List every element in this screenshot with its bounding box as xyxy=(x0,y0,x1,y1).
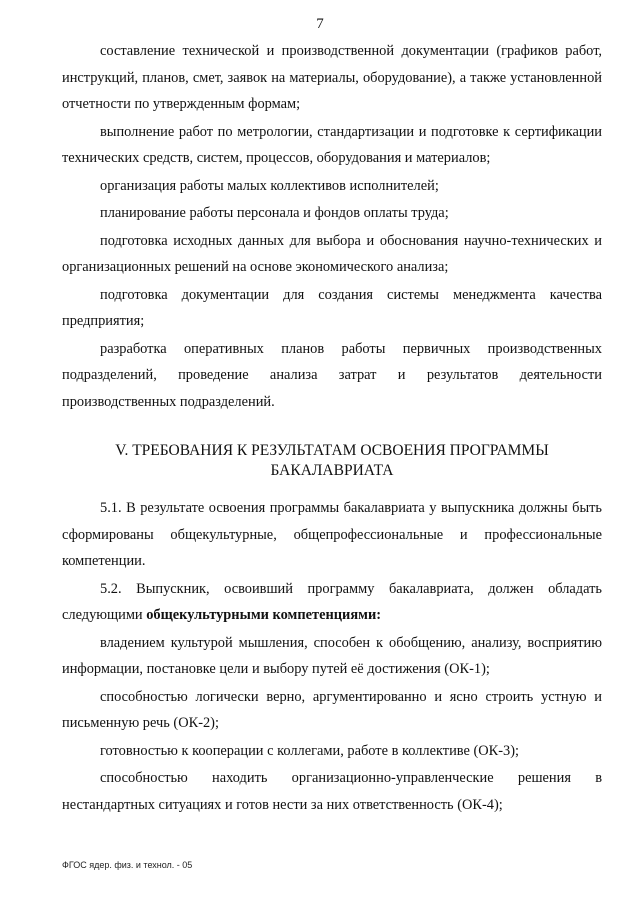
page-number: 7 xyxy=(316,16,324,32)
clause-5-1: 5.1. В результате освоения программы бакалавриата у выпускника должны быть сформированы общекультурные, общепрофессиональные и профессиональные компетенции. xyxy=(62,500,602,569)
clause-5-2-bold: общекультурными компетенциями: xyxy=(146,607,382,623)
clause-5-2-text: 5.2. Выпускник, освоивший программу бакалавриата, должен обладать следующими xyxy=(62,580,602,623)
competency-item: владением культурой мышления, способен к обобщению, анализу, восприятию информации, постановке цели и выбору путей её достижения (ОК-1); xyxy=(62,634,602,677)
footer-note: ФГОС ядер. физ. и технол. - 05 xyxy=(62,860,193,870)
section-heading-line: V. ТРЕБОВАНИЯ К РЕЗУЛЬТАТАМ ОСВОЕНИЯ ПРОГРАММЫ xyxy=(115,442,549,459)
paragraph: подготовка документации для создания системы менеджмента качества предприятия; xyxy=(62,286,602,329)
paragraph: выполнение работ по метрологии, стандартизации и подготовке к сертификации технических средств, систем, процессов, оборудования и материалов; xyxy=(62,123,602,166)
section-heading-line: БАКАЛАВРИАТА xyxy=(270,462,394,479)
competency-item: готовностью к кооперации с коллегами, работе в коллективе (ОК-3); xyxy=(100,742,520,759)
paragraph: составление технической и производственной документации (графиков работ, инструкций, планов, смет, заявок на материалы, оборудование), а также установленной отчетности по утвержденным формам; xyxy=(62,43,602,112)
clause-5-2 xyxy=(62,576,602,629)
paragraph: планирование работы персонала и фондов оплаты труда; xyxy=(100,205,449,221)
section-heading xyxy=(62,441,602,481)
page-body xyxy=(62,38,602,819)
competency-item: способностью логически верно, аргументированно и ясно строить устную и письменную речь (ОК-2); xyxy=(62,688,602,731)
paragraph: подготовка исходных данных для выбора и обоснования научно-технических и организационных решений на основе экономического анализа; xyxy=(62,232,602,275)
paragraph: разработка оперативных планов работы первичных производственных подразделений, проведение анализа затрат и результатов деятельности производственных подразделений. xyxy=(62,340,602,410)
paragraph: организация работы малых коллективов исполнителей; xyxy=(100,177,439,194)
competency-item: способностью находить организационно-управленческие решения в нестандартных ситуациях и готов нести за них ответственность (ОК-4); xyxy=(62,770,602,813)
